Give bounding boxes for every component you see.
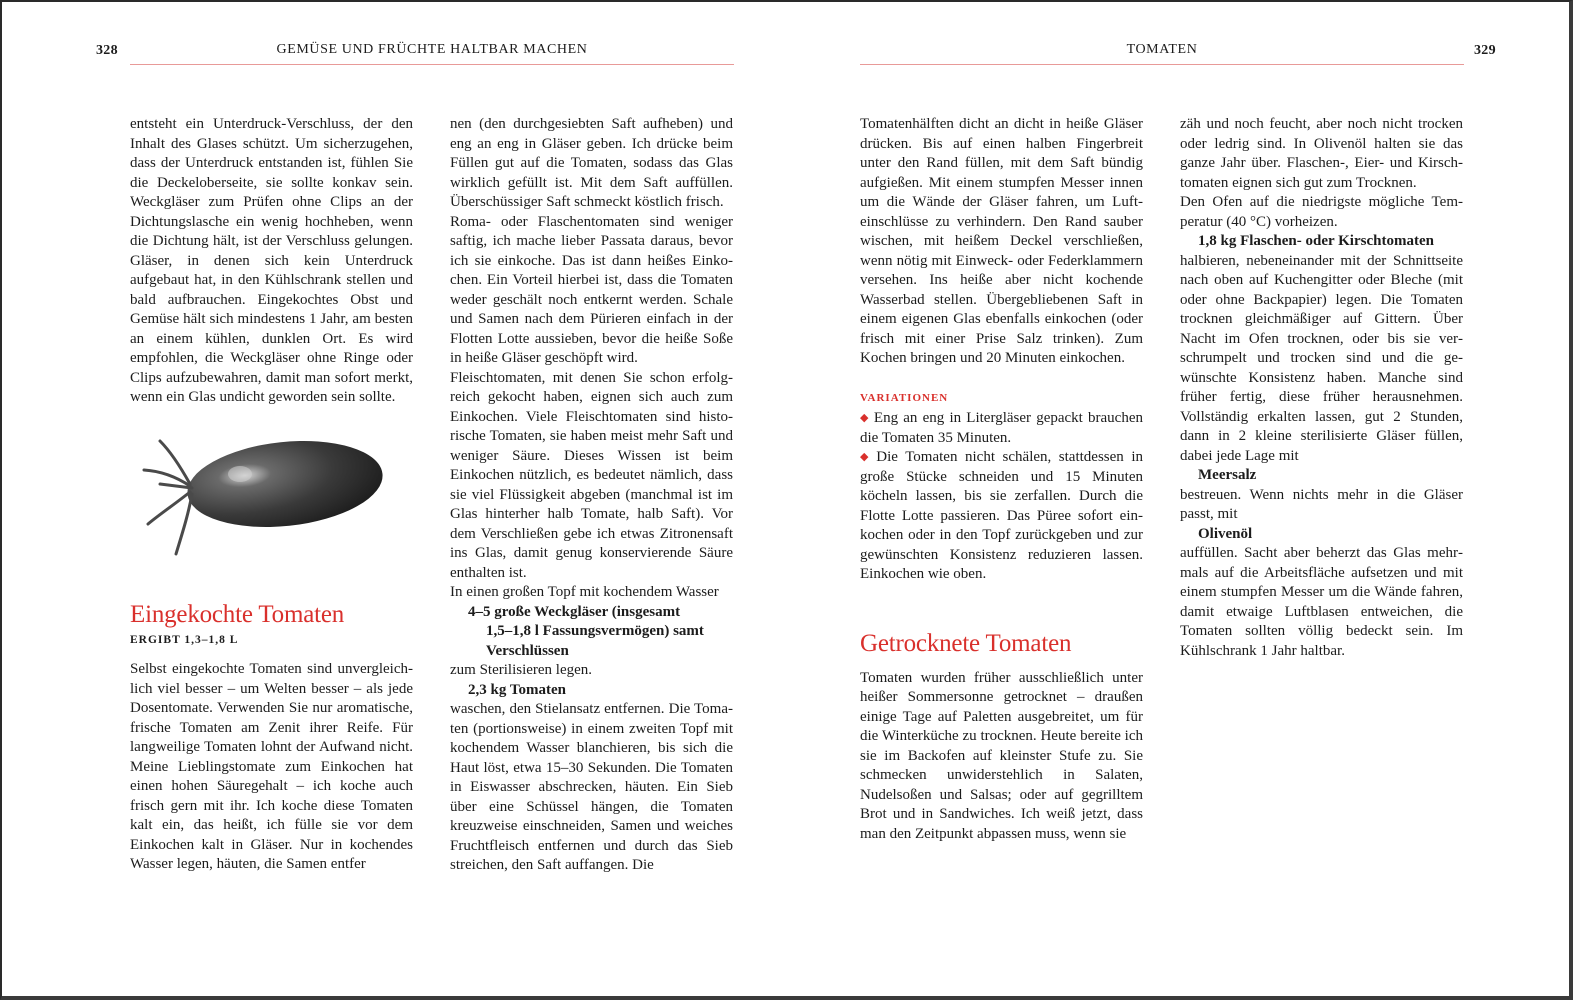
header-rule-right (860, 64, 1464, 65)
instruction-step: halbieren, nebeneinander mit der Schnittseite nach oben auf Kuchengitter oder Bleche (mit oder ohne Backpapier) legen. Die Tomaten trocknen gleichmäßiger auf Gittern. Über Nacht im Ofen trocknen, oder bis sie verschrumpelt und trocken sind und die gewünschte Konsistenz haben. Manche sind früher fertig, diese früher herausnehmen. Vollständig erkalten lassen, gut 2 Stunden, dann in 2 kleine sterilisierte Gläser füllen, dabei jede Lage mit (1180, 252, 1463, 464)
variation-item: ◆ Eng an eng in Litergläser gepackt brauchen die Tomaten 35 Minuten. (860, 410, 1143, 446)
instruction-step: waschen, den Stielansatz entfernen. Die Tomaten (portionsweise) in einem zweiten Topf mit kochendem Wasser blanchieren, bis sich die Haut löst, etwa 15–30 Sekunden. Die Tomaten in Eiswasser abschrecken, häuten. Ein Sieb über eine Schüssel hängen, die Tomaten kreuzweise einschneiden, Samen und weiches Fruchtfleisch entfernen und durch das Sieb streichen, den Saft auffangen. Die (450, 701, 733, 873)
paragraph: Roma- oder Flaschentomaten sind weniger saftig, ich mache lieber Passata daraus, bevor ich sie einkoche. Das ist dann heißes Einkochen. Ein Vorteil hierbei ist, dass die Tomaten weder geschält noch entkernt werden. Schale und Samen nach dem Pürieren einfach in der Flotten Lotte aussieben, bevor die heiße Soße in heiße Gläser geschöpft wird. (450, 213, 733, 366)
tomato-illustration (130, 426, 413, 576)
bullet-icon: ◆ (860, 412, 870, 424)
text-column-4 (1180, 115, 1463, 661)
instruction-step: Den Ofen auf die niedrigste mögliche Temperatur (40 °C) vorheizen. (1180, 194, 1463, 230)
paragraph: entsteht ein Unterdruck-Verschluss, der den Inhalt des Glases schützt. Um sicherzugehen, dass der Unterdruck entstanden ist, fühlen Sie die Deckeloberseite, sie sollte konkav sein. Weckgläser zum Prüfen ohne Clips an der Dichtungslasche ein wenig hochheben, wenn die Dichtung hält, ist der Verschluss gelungen. Gläser, in denen sich kein Unterdruck aufgebaut hat, in den Kühlschrank stellen und bald aufbrauchen. Eingekochtes Obst und Gemüse hält sich mindestens 1 Jahr, am besten an einem kühlen, dunklen Ort. Es wird empfohlen, die Weckgläser ohne Ringe oder Clips aufzubewahren, damit man sofort merkt, wenn ein Glas undicht geworden sein sollte. (130, 116, 413, 405)
recipe-title-getrocknete-tomaten: Getrocknete Tomaten (860, 629, 1072, 657)
paragraph: nen (den durchgesiebten Saft aufheben) und eng an eng in Gläser geben. Ich drücke beim Füllen gut auf die Tomaten, sodass das Glas wirklich gefüllt ist. Mit dem Saft auffüllen. Überschüssiger Saft schmeckt köstlich frisch. (450, 116, 733, 210)
text-column-3 (860, 115, 1143, 844)
text-column-1 (130, 115, 413, 875)
instruction-step: auffüllen. Sacht aber beherzt das Glas mehrmals auf die Arbeitsfläche aufsetzen und mit einem stumpfen Messer um die Wände fahren, damit etwaige Luftblasen entweichen, die Tomaten sollten völlig bedeckt sein. Im Kühlschrank 1 Jahr haltbar. (1180, 545, 1463, 659)
page-number-right: 329 (1474, 43, 1496, 58)
paragraph: Fleischtomaten, mit denen Sie schon erfolgreich gekocht haben, eignen sich auch zum Einkochen. Viele Fleischtomaten sind historische Tomaten, sie haben meist mehr Saft und weniger Säure. Dieses Wissen ist beim Einkochen nützlich, es bedeutet nämlich, dass sie viel Flüssigkeit abgeben (manchmal ist im Glas hinterher halb Tomate, halb Saft). Vor dem Verschließen gebe ich etwas Zitronensaft ins Glas, damit genug konservierende Säure enthalten ist. (450, 369, 733, 581)
tomato-body (183, 431, 387, 535)
paragraph: Tomatenhälften dicht an dicht in heiße Gläser drücken. Bis auf einen halben Fingerbreit unter den Rand füllen, mit dem Saft bündig aufgießen. Mit einem stumpfen Messer innen um die Wände der Gläser fahren, um Lufteinschlüsse zu verhindern. Den Rand sauber wischen, mit heißem Deckel verschließen, wenn nötig mit Einweck- oder Federklammern versehen. Ins heiße aber nicht kochende Wasserbad stellen. Übergebliebenen Saft in einem eigenen Glas ebenfalls einkochen (oder frisch mit einer Prise Salz trinken). Zum Kochen bringen und 20 Minuten einkochen. (860, 116, 1143, 366)
recipe-intro: Selbst eingekochte Tomaten sind unvergleichlich viel besser – um Welten besser – als jede Dosentomate. Verwenden Sie nur aromatische, frische Tomaten am Zenit ihrer Reife. Für langweilige Tomaten lohnt der Aufwand nicht. Meine Lieblingstomate zum Einkochen hat einen hohen Säuregehalt – ich koche auch frisch gern mit ihr. Ich koche diese Tomaten kalt ein, das heißt, ich fülle sie vor dem Einkochen kalt in Gläser. Nur in kochendes Wasser legen, häuten, die Samen entfer (130, 661, 413, 872)
recipe-title-eingekochte-tomaten: Eingekochte Tomaten (130, 600, 345, 628)
instruction-step: In einen großen Topf mit kochendem Wasser (450, 584, 719, 600)
recipe-yield: ERGIBT 1,3–1,8 L (130, 633, 239, 646)
running-head-right: TOMATEN (1126, 42, 1198, 57)
ingredient: Meersalz (1198, 467, 1257, 483)
ingredient: Olivenöl (1198, 525, 1253, 542)
page-number-left: 328 (96, 43, 118, 58)
ingredient: Verschlüssen (486, 642, 569, 659)
variations-heading: VARIATIONEN (860, 391, 949, 404)
ingredient: 4–5 große Weckgläser (insgesamt (468, 603, 681, 620)
text-column-2 (450, 115, 733, 876)
tomato-calyx (144, 441, 192, 554)
running-head-left: GEMÜSE UND FRÜCHTE HALTBAR MACHEN (276, 42, 588, 57)
header-rule-left (130, 64, 734, 65)
bullet-icon: ◆ (860, 451, 873, 463)
instruction-step: bestreuen. Wenn nichts mehr in die Gläser passt, mit (1180, 486, 1463, 522)
ingredient: 1,8 kg Flaschen- oder Kirschtomaten (1198, 233, 1434, 249)
instruction-step: zum Sterilisieren legen. (450, 662, 593, 678)
paragraph: zäh und noch feucht, aber noch nicht trocken oder ledrig sind. In Olivenöl halten sie das ganze Jahr über. Flaschen-, Eier- und Kirschtomaten eignen sich gut zum Trocknen. (1180, 116, 1463, 191)
variation-item: ◆ Die Tomaten nicht schälen, stattdessen in große Stücke schneiden und 15 Minuten köcheln lassen, bis sie zerfallen. Durch die Flotte Lotte passieren. Das Püree sofort einkochen oder in den Topf zurückgeben und zur gewünschten Konsistenz reduzieren lassen. Einkochen wie oben. (860, 449, 1144, 582)
ingredient: 2,3 kg Tomaten (468, 681, 566, 698)
recipe-intro: Tomaten wurden früher ausschließlich unter heißer Sommersonne getrocknet – draußen einige Tage auf Paletten ausgebreitet, um für die Winterküche zu trocknen. Heute bereite ich sie im Backofen auf kleinster Stufe zu. Sie schmecken unwiderstehlich in Salaten, Nudelsoßen und Salsas; oder auf gegrilltem Brot und in Sandwiches. Ich weiß jetzt, dass man den Zeitpunkt abpassen muss, wenn sie (860, 669, 1143, 842)
ingredient: 1,5–1,8 l Fassungsvermögen) samt (486, 623, 704, 639)
tomato-highlight (228, 466, 252, 482)
